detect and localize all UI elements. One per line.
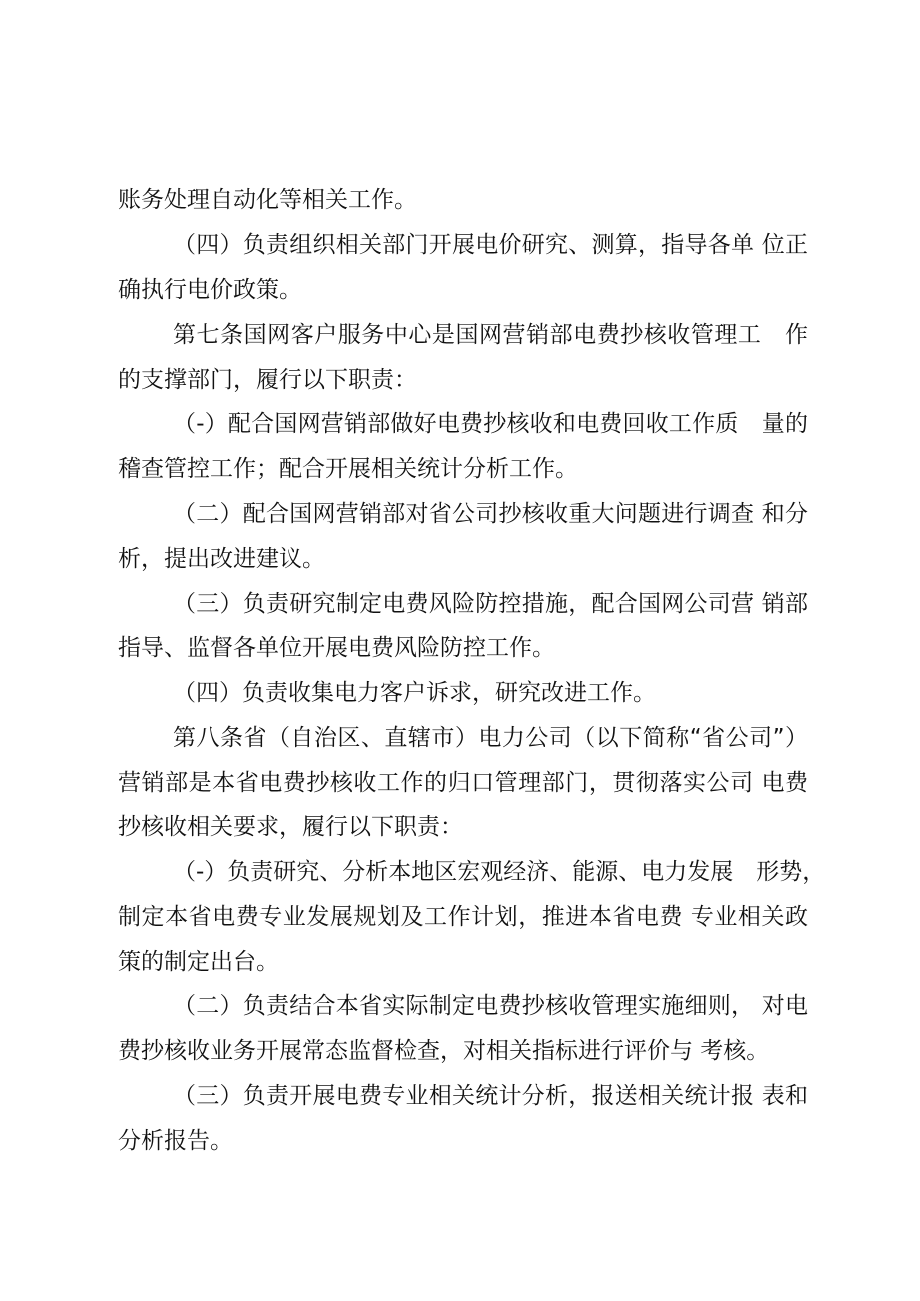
text-line: （四）负责收集电力客户诉求，研究改进工作。	[173, 680, 656, 706]
text-line: 第七条国网客户服务中心是国网营销部电费抄核收管理工 作	[173, 322, 808, 348]
text-line: 抄核收相关要求，履行以下职责：	[118, 814, 463, 840]
text-line: 确执行电价政策。	[118, 277, 302, 303]
text-line: （二）配合国网营销部对省公司抄核收重大问题进行调查 和分	[173, 501, 808, 527]
text-line: 费抄核收业务开展常态监督检查，对相关指标进行评价与 考核。	[118, 1038, 770, 1064]
text-line: 指导、监督各单位开展电费风险防控工作。	[118, 635, 555, 661]
text-line: 第八条省（自治区、直辖市）电力公司（以下简称“省公司”）	[173, 725, 808, 751]
text-line: 析，提出改进建议。	[118, 546, 325, 572]
text-line: （三）负责开展电费专业相关统计分析，报送相关统计报 表和	[173, 1083, 808, 1109]
text-line: （四）负责组织相关部门开展电价研究、测算，指导各单 位正	[173, 232, 808, 258]
text-line: 账务处理自动化等相关工作。	[118, 187, 417, 213]
text-line: （二）负责结合本省实际制定电费抄核收管理实施细则， 对电	[173, 993, 808, 1019]
text-line: （-）负责研究、分析本地区宏观经济、能源、电力发展 形势，	[173, 859, 826, 885]
text-line: （-）配合国网营销部做好电费抄核收和电费回收工作质 量的	[173, 411, 808, 437]
text-line: 营销部是本省电费抄核收工作的归口管理部门，贯彻落实公司 电费	[118, 770, 808, 796]
text-line: 制定本省电费专业发展规划及工作计划，推进本省电费 专业相关政	[118, 904, 808, 930]
text-line: 的支撑部门，履行以下职责：	[118, 367, 417, 393]
text-line: （三）负责研究制定电费风险防控措施，配合国网公司营 销部	[173, 591, 808, 617]
text-line: 策的制定出台。	[118, 949, 279, 975]
text-line: 稽查管控工作；配合开展相关统计分析工作。	[118, 456, 578, 482]
text-line: 分析报告。	[118, 1128, 233, 1154]
